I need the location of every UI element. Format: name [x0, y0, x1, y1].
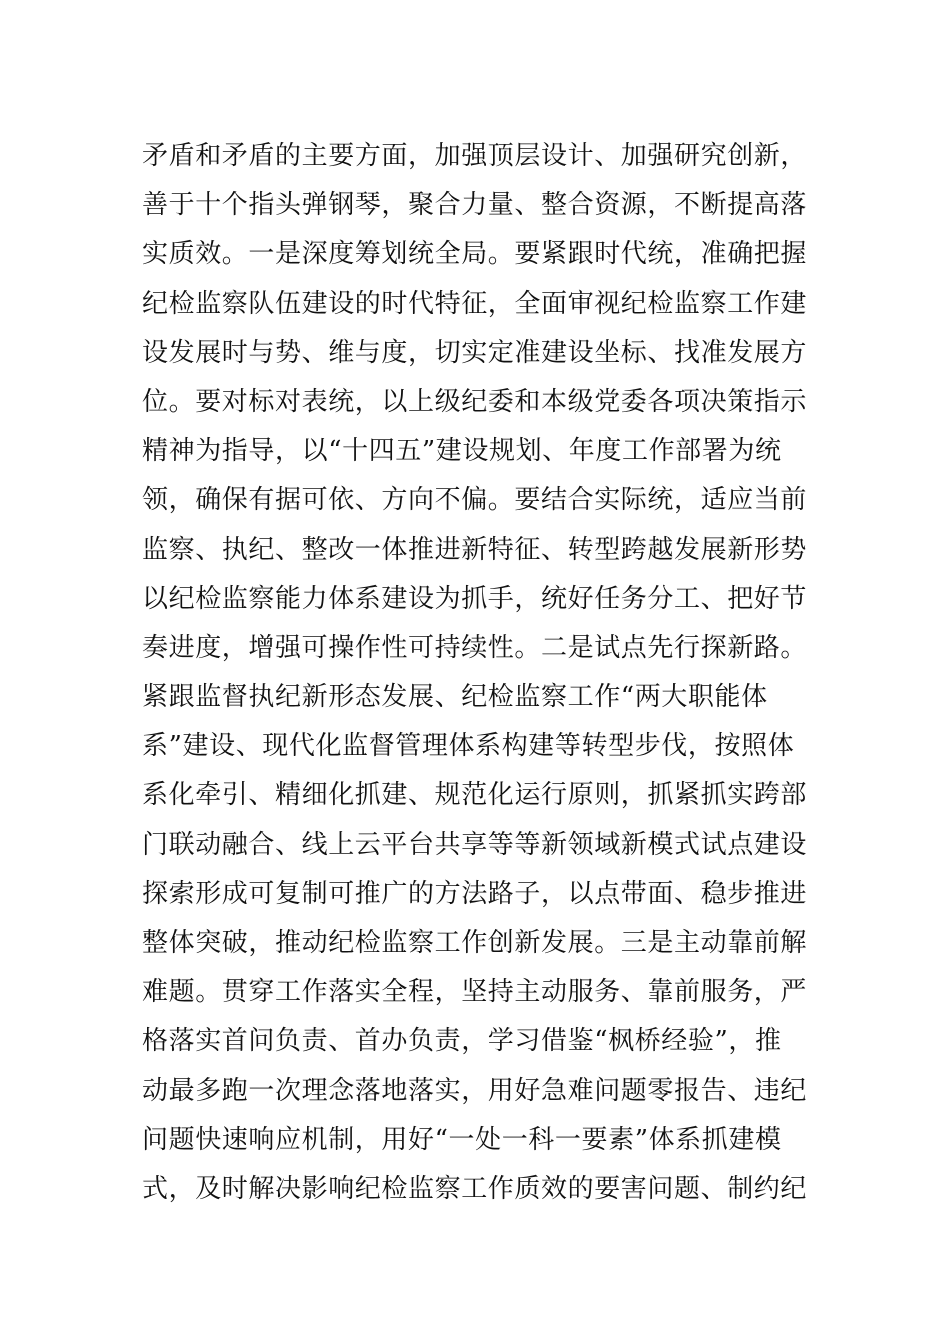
text-line: 纪检监察队伍建设的时代特征，全面审视纪检监察工作建	[142, 288, 808, 319]
text-line: 式，及时解决影响纪检监察工作质效的要害问题、制约纪	[142, 1173, 808, 1204]
text-line: 实质效。一是深度筹划统全局。要紧跟时代统，准确把握	[142, 239, 808, 270]
text-line: 难题。贯穿工作落实全程，坚持主动服务、靠前服务，严	[142, 977, 808, 1008]
text-line: 格落实首问负责、首办负责，学习借鉴“枫桥经验”，推	[142, 1026, 782, 1057]
text-line: 门联动融合、线上云平台共享等等新领域新模式试点建设	[142, 829, 808, 860]
text-line: 设发展时与势、维与度，切实定准建设坐标、找准发展方	[142, 337, 808, 368]
text-line: 矛盾和矛盾的主要方面，加强顶层设计、加强研究创新，	[142, 141, 808, 171]
text-line: 领，确保有据可依、方向不偏。要结合实际统，适应当前	[142, 485, 808, 516]
body-paragraph	[142, 132, 822, 1214]
text-line: 以纪检监察能力体系建设为抓手，统好任务分工、把好节	[142, 583, 808, 614]
text-line: 系”建设、现代化监督管理体系构建等转型步伐，按照体	[142, 731, 795, 762]
text-line: 紧跟监督执纪新形态发展、纪检监察工作“两大职能体	[142, 682, 768, 713]
text-line: 问题快速响应机制，用好“一处一科一要素”体系抓建模	[142, 1124, 782, 1155]
text-line: 位。要对标对表统，以上级纪委和本级党委各项决策指示	[142, 386, 808, 417]
text-line: 动最多跑一次理念落地落实，用好急难问题零报告、违纪	[142, 1075, 808, 1106]
text-line: 整体突破，推动纪检监察工作创新发展。三是主动靠前解	[142, 928, 808, 958]
text-line: 探索形成可复制可推广的方法路子，以点带面、稳步推进	[142, 878, 808, 909]
text-line: 精神为指导，以“十四五”建设规划、年度工作部署为统	[142, 436, 782, 467]
text-line: 善于十个指头弹钢琴，聚合力量、整合资源，不断提高落	[142, 190, 808, 221]
text-line: 奏进度，增强可操作性可持续性。二是试点先行探新路。	[142, 632, 808, 663]
text-line: 监察、执纪、整改一体推进新特征、转型跨越发展新形势	[142, 534, 808, 565]
text-line: 系化牵引、精细化抓建、规范化运行原则，抓紧抓实跨部	[142, 780, 808, 811]
